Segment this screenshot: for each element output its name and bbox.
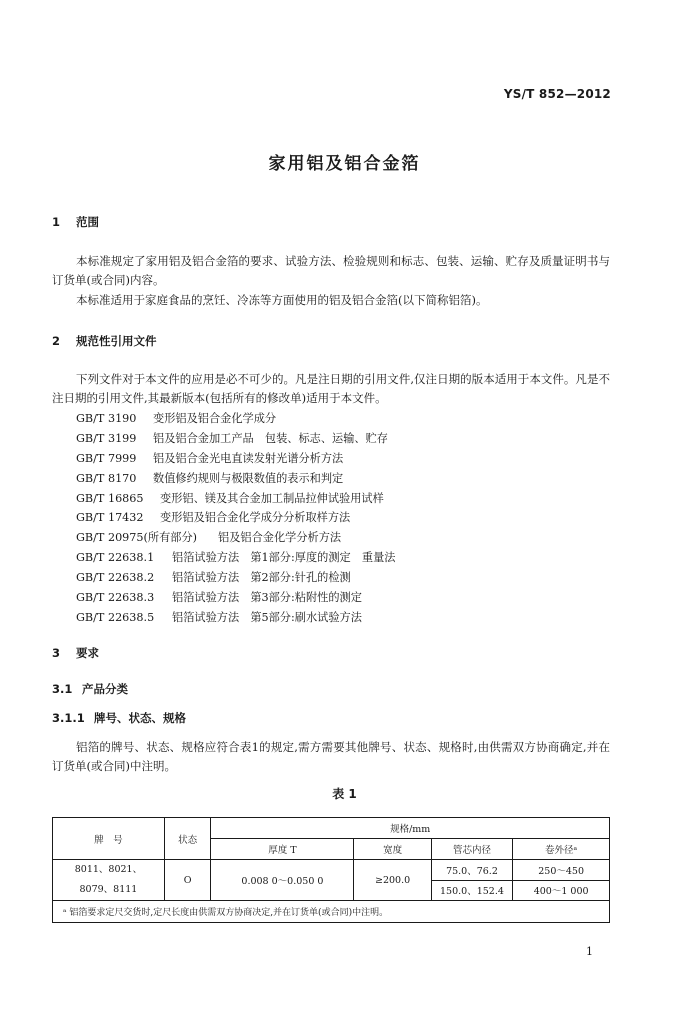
reference-code: GB/T 22638.2 (76, 571, 155, 585)
section-title: 规范性引用文件 (76, 334, 157, 348)
section-3-1-heading (52, 681, 128, 697)
cell-roll-od: 400～1 000 (513, 880, 610, 901)
reference-item (76, 548, 395, 568)
reference-item (76, 508, 395, 528)
reference-code: GB/T 16865 (76, 491, 144, 505)
header-roll-od: 卷外径ᵃ (513, 839, 610, 860)
reference-item (76, 429, 395, 449)
reference-item (76, 608, 395, 628)
header-width: 宽度 (354, 839, 431, 860)
scope-paragraph-1: 本标准规定了家用铝及铝合金箔的要求、试验方法、检验规则和标志、包装、运输、贮存及质量证明书与订货单(或合同)内容。 (52, 254, 610, 287)
section-3-heading (52, 645, 99, 661)
reference-code: GB/T 20975(所有部分) (76, 531, 198, 545)
reference-code: GB/T 3190 (76, 412, 137, 425)
table-footnote-row (53, 901, 610, 923)
section-title: 牌号、状态、规格 (94, 711, 186, 725)
reference-item (76, 568, 395, 588)
reference-code: GB/T 3199 (76, 431, 137, 445)
section-number: 2 (52, 334, 61, 348)
header-temper: 状态 (164, 818, 211, 860)
reference-title: 铝箔试验方法 第5部分:刷水试验方法 (172, 610, 362, 624)
reference-item (76, 588, 395, 608)
reference-title: 铝及铝合金化学分析方法 (218, 531, 342, 545)
section-title: 范围 (76, 215, 99, 229)
cell-core-id: 150.0、152.4 (431, 880, 513, 901)
section-1-heading (52, 214, 99, 230)
reference-title: 变形铝及铝合金化学成分 (153, 412, 277, 425)
header-core-id: 管芯内径 (431, 839, 513, 860)
reference-code: GB/T 22638.1 (76, 551, 155, 565)
header-spec-group: 规格/mm (211, 818, 610, 839)
reference-title: 变形铝及铝合金化学成分分析取样方法 (160, 511, 351, 525)
grade-line: 8011、8021、 (74, 864, 143, 875)
cell-thickness: 0.008 0～0.050 0 (211, 860, 354, 901)
grade-line: 8079、8111 (79, 884, 138, 895)
page-number: 1 (586, 945, 593, 958)
table-caption: 表 1 (332, 787, 357, 801)
header-grade: 牌 号 (53, 818, 165, 860)
section-title: 产品分类 (82, 682, 128, 696)
section-title: 要求 (76, 646, 99, 660)
reference-title: 变形铝、镁及其合金加工制品拉伸试验用试样 (160, 491, 384, 505)
reference-title: 铝箔试验方法 第1部分:厚度的测定 重量法 (172, 551, 396, 565)
reference-list (76, 409, 395, 628)
cell-roll-od: 250～450 (513, 860, 610, 881)
reference-item (76, 449, 395, 469)
reference-item (76, 469, 395, 489)
header-thickness: 厚度 T (211, 839, 354, 860)
section-2-heading (52, 333, 157, 349)
document-title: 家用铝及铝合金箔 (268, 154, 421, 174)
scope-paragraph-2: 本标准适用于家庭食品的烹饪、冷冻等方面使用的铝及铝合金箔(以下简称铝箔)。 (76, 293, 488, 307)
grade-spec-paragraph: 铝箔的牌号、状态、规格应符合表1的规定,需方需要其他牌号、状态、规格时,由供需双方协商确定,并在订货单(或合同)中注明。 (52, 740, 610, 773)
reference-title: 铝及铝合金加工产品 包装、标志、运输、贮存 (153, 431, 388, 445)
spec-table (52, 817, 610, 923)
table-header-row (53, 818, 610, 839)
table-row (53, 860, 610, 881)
section-number: 1 (52, 215, 61, 229)
references-intro: 下列文件对于本文件的应用是必不可少的。凡是注日期的引用文件,仅注日期的版本适用于本文件。凡是不注日期的引用文件,其最新版本(包括所有的修改单)适用于本文件。 (52, 372, 610, 405)
reference-title: 数值修约规则与极限数值的表示和判定 (153, 471, 344, 485)
reference-title: 铝及铝合金光电直读发射光谱分析方法 (153, 451, 344, 465)
cell-core-id: 75.0、76.2 (431, 860, 513, 881)
reference-title: 铝箔试验方法 第2部分:针孔的检测 (172, 571, 351, 585)
cell-grade (53, 860, 165, 901)
reference-code: GB/T 22638.3 (76, 591, 155, 605)
standard-code: YS/T 852—2012 (503, 87, 611, 101)
section-number: 3 (52, 646, 61, 660)
reference-title: 铝箔试验方法 第3部分:粘附性的测定 (172, 591, 362, 605)
reference-code: GB/T 7999 (76, 451, 137, 465)
table-footnote: ᵃ 铝箔要求定尺交货时,定尺长度由供需双方协商决定,并在订货单(或合同)中注明。 (53, 901, 610, 923)
section-number: 3.1.1 (52, 711, 85, 725)
section-number: 3.1 (52, 682, 73, 696)
reference-code: GB/T 17432 (76, 511, 144, 525)
cell-temper: O (164, 860, 211, 901)
cell-width: ≥200.0 (354, 860, 431, 901)
reference-code: GB/T 22638.5 (76, 610, 155, 624)
reference-item (76, 409, 395, 429)
reference-item (76, 489, 395, 509)
reference-code: GB/T 8170 (76, 471, 137, 485)
section-3-1-1-heading (52, 710, 186, 726)
reference-item (76, 528, 395, 548)
